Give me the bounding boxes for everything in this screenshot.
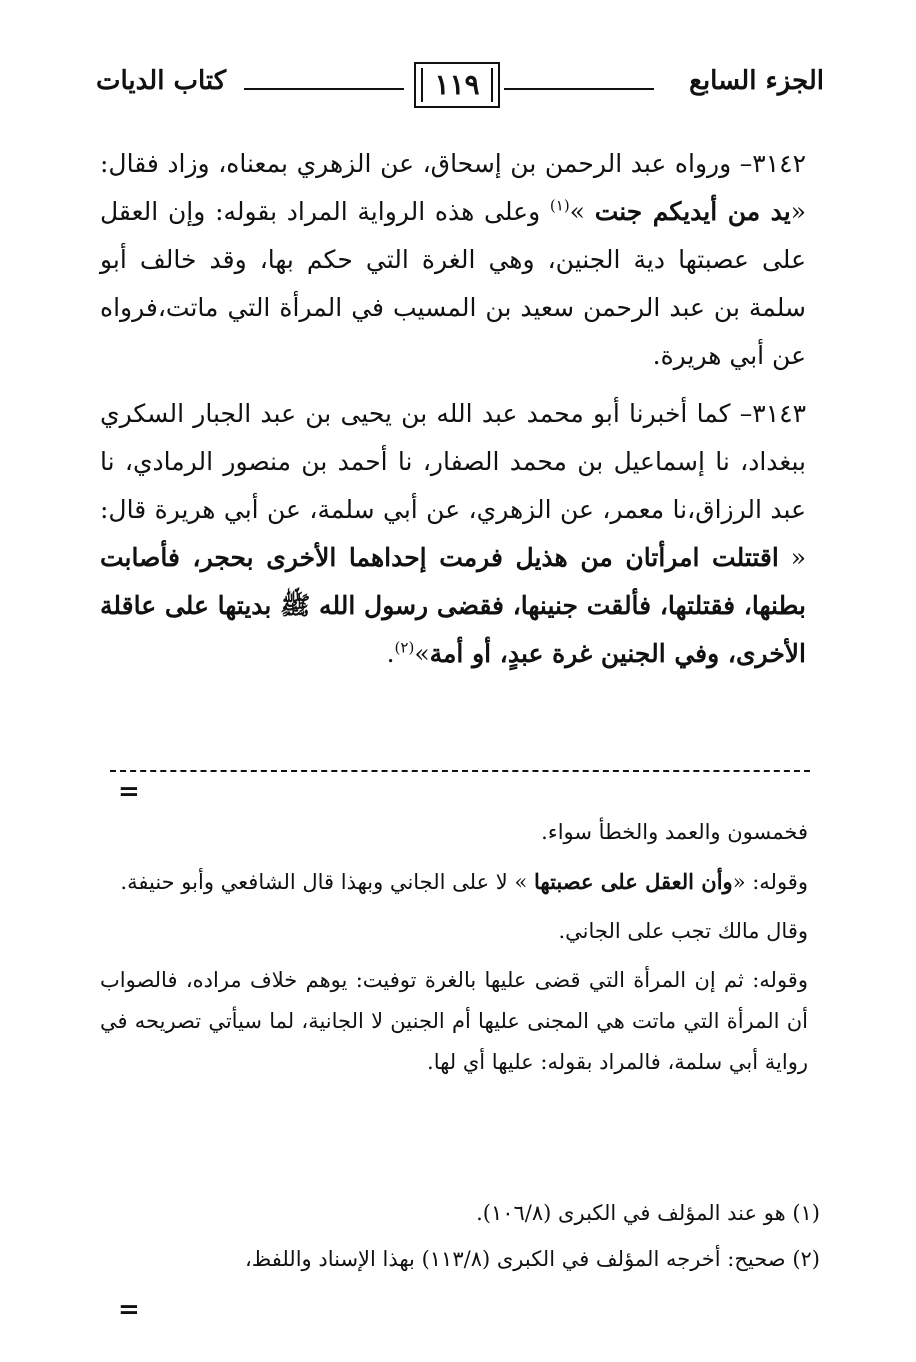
note-line-3: وقال مالك تجب على الجاني. — [558, 919, 808, 943]
hadith-3142-quote-close: » — [569, 197, 585, 226]
hadith-3143-quote: اقتتلت امرأتان من هذيل فرمت إحداهما الأخرى بحجر، فأصابت بطنها، فقتلتها، فألقت جنينها، فقضى رسول الله ﷺ بديتها على عاقلة الأخرى، وفي الجنين غرة عبدٍ، أو أمة — [100, 543, 806, 668]
hadith-3142-quote: يد من أيديكم جنت — [594, 197, 791, 226]
hadith-3143 — [100, 390, 806, 678]
hadith-3142-rest: وعلى هذه الرواية المراد بقوله: وإن العقل على عصبتها دية الجنين، وهي الغرة التي حكم بها، وقد خالف أبو سلمة بن عبد الرحمن سعيد بن المسيب في المرأة التي ماتت،فرواه عن أبي هريرة. — [100, 197, 806, 370]
hadith-3143-end: . — [386, 639, 395, 668]
footnote-ref-1[interactable]: (١) — [549, 196, 570, 215]
page-header — [96, 62, 824, 112]
main-text — [100, 140, 806, 688]
footnote-ref-2[interactable]: (٢) — [394, 638, 415, 657]
hadith-3143-quote-close: » — [414, 639, 430, 668]
part-title: الجزء السابع — [689, 66, 824, 96]
note-line-2-bold: وأن العقل على عصبتها — [534, 869, 733, 894]
note-line-2-rest: » لا على الجاني وبهذا قال الشافعي وأبو حنيفة. — [120, 870, 528, 894]
note-line-4-prefix: وقوله: ثم إن المرأة التي قضى عليها بالغرة توفيت: — [347, 968, 808, 992]
book-title: كتاب الديات — [96, 66, 227, 96]
note-line-4-rest: يوهم خلاف مراده، فالصواب أن المرأة التي ماتت هي المجنى عليها أم الجنين لا الجانية، لما سيأتي تصريحه في رواية أبي سلمة، فالمراد بقوله: عليها أي لها. — [100, 968, 808, 1074]
note-line-2-prefix: وقوله: « — [732, 870, 808, 894]
footnotes — [100, 1190, 820, 1282]
note-line-1: فخمسون والعمد والخطأ سواء. — [541, 820, 808, 844]
note-line-4 — [100, 960, 808, 1083]
continuation-mark-top: = — [118, 777, 140, 807]
commentary-notes — [100, 812, 808, 1091]
header-rule-right — [504, 88, 654, 90]
hadith-3142-intro: ٣١٤٢– ورواه عبد الرحمن بن إسحاق، عن الزهري بمعناه، وزاد فقال: « — [100, 149, 806, 226]
note-line-2 — [100, 861, 808, 903]
footnote-2: (٢) صحيح: أخرجه المؤلف في الكبرى (١١٣/٨) بهذا الإسناد واللفظ، — [245, 1247, 820, 1271]
hadith-3142 — [100, 140, 806, 380]
footnote-1: (١) هو عند المؤلف في الكبرى (١٠٦/٨). — [476, 1201, 820, 1225]
header-rule-left — [244, 88, 404, 90]
continuation-mark-bottom: = — [118, 1295, 140, 1325]
hadith-3143-intro: ٣١٤٣– كما أخبرنا أبو محمد عبد الله بن يحيى بن عبد الجبار السكري ببغداد، نا إسماعيل بن محمد الصفار، نا أحمد بن منصور الرمادي، نا عبد الرزاق،نا معمر، عن الزهري، عن أبي سلمة، عن أبي هريرة قال: « — [100, 399, 807, 572]
page-number: ١١٩ — [414, 62, 500, 108]
notes-separator — [110, 770, 810, 772]
